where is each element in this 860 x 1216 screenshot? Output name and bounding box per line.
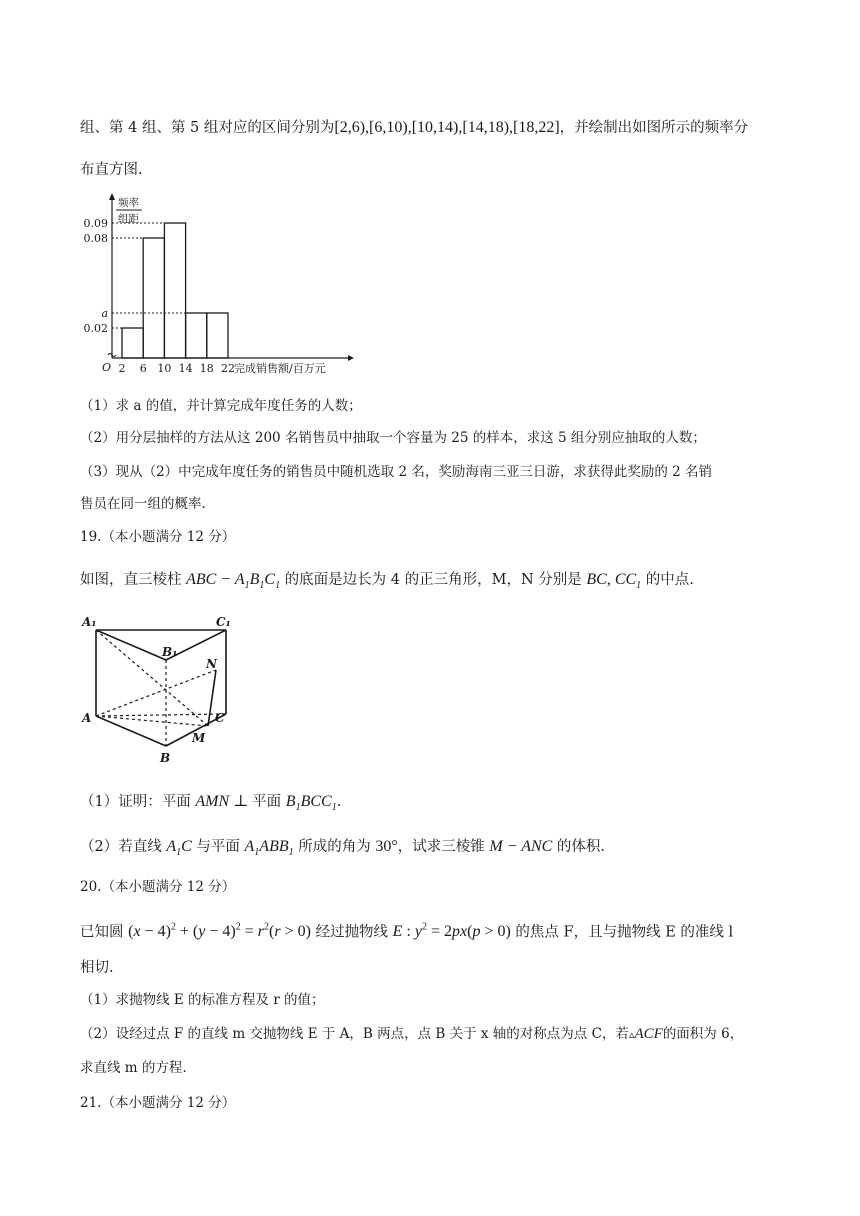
histogram-bar (122, 328, 143, 358)
x-axis-arrow (348, 355, 354, 361)
label-C: C (215, 711, 225, 725)
y-tick-label: 0.08 (83, 232, 108, 245)
q19-stem-a: 如图，直三棱柱 (80, 572, 182, 588)
q19-stem-c: 的中点. (645, 572, 694, 588)
histogram-bar (186, 313, 207, 358)
y-axis-label-bottom: 组距 (118, 213, 139, 225)
q20-stem-line2: 相切. (80, 960, 114, 976)
q20-sub2-b: 的面积为 6， (662, 1026, 744, 1042)
label-M: M (192, 731, 206, 745)
prism-figure (78, 612, 248, 772)
parabola-equation: E : $y^2 = 2px(p > 0)$ (392, 922, 511, 941)
q20-sub1: （1）求抛物线 E 的标准方程及 r 的值； (80, 992, 325, 1008)
q20-stem-a: 已知圆 (80, 924, 124, 941)
q19-sub2-d: ，试求三棱锥 (397, 839, 485, 855)
q19-sub2-e: 的体积. (556, 839, 606, 855)
q19-prism-name: ABC − $A_1B_1C_1$ (186, 571, 281, 592)
q19-sub1-a: （1）证明：平面 (80, 794, 191, 810)
q19-midpoint-segments: BC, $CC_1$ (586, 571, 642, 592)
q19-sub2 (80, 837, 605, 863)
q18-sub1: （1）求 a 的值，并计算完成年度任务的人数； (80, 398, 362, 414)
label-A: A (82, 711, 92, 725)
y-axis-label-top: 频率 (118, 197, 139, 209)
x-tick-label: 10 (157, 362, 172, 375)
q19-sub1: （1）证明：平面 AMN ⊥ 平面 $B_1BCC_1$. (80, 793, 342, 814)
q20-sub2-line1 (80, 1024, 743, 1045)
label-A1: A₁ (82, 615, 97, 629)
q18-intro-text-a: 组、第 4 组、第 5 组对应的区间分别为 (80, 120, 335, 136)
q18-sub2: （2）用分层抽样的方法从这 200 名销售员中抽取一个容量为 25 的样本，求这 5 组分别应抽取的人数； (80, 430, 706, 446)
label-N: N (206, 657, 217, 671)
y-tick-label: 0.09 (83, 217, 108, 230)
triangle-ACF: ▵ACF (628, 1026, 663, 1042)
plane-AMN: AMN ⊥ (195, 793, 253, 810)
q19-stem-b: 的底面是边长为 4 的正三角形，M，N 分别是 (284, 572, 582, 588)
pyramid-M-ANC: M − ANC (489, 838, 553, 855)
y-tick-label: a (101, 307, 108, 320)
q20-header: 20.（本小题满分 12 分） (80, 879, 236, 895)
q18-sub3-line1: （3）现从（2）中完成年度任务的销售员中随机选取 2 名，奖励海南三亚三日游，求获得此奖励的 2 名销 (80, 464, 713, 480)
histogram-bar (143, 238, 164, 358)
x-tick-label: 18 (199, 362, 214, 375)
q19-header: 19.（本小题满分 12 分） (80, 529, 236, 545)
q19-sub2-a: （2）若直线 (80, 839, 162, 855)
q19-sub1-b: 平面 (252, 794, 282, 810)
plane-B1BCC1: $B_1BCC_1$ (285, 793, 337, 814)
q20-stem-c: 的焦点 F，且与抛物线 E 的准线 l (515, 924, 734, 941)
q18-intro-line1 (80, 118, 748, 138)
x-tick-label: 14 (178, 362, 193, 375)
q20-stem-line1 (80, 918, 733, 942)
line-A1C: $A_1C$ (166, 838, 192, 859)
x-tick-label: 22 (221, 362, 235, 375)
label-B1: B₁ (162, 645, 178, 659)
q18-intervals: [2,6),[6,10),[10,14),[14,18),[18,22] (334, 119, 560, 136)
angle-30: 30° (375, 838, 398, 855)
frequency-histogram (78, 190, 368, 380)
q18-intro-text-b: ，并绘制出如图所示的频率分 (559, 120, 749, 136)
histogram-bar (207, 313, 228, 358)
q20-sub2-line2: 求直线 m 的方程. (80, 1060, 187, 1076)
q20-sub2-a: （2）设经过点 F 的直线 m 交抛物线 E 于 A，B 两点，点 B 关于 x 轴的对称点为点 C，若 (80, 1026, 629, 1042)
q19-sub2-b: 与平面 (196, 839, 240, 855)
histogram-bar (164, 223, 185, 358)
x-tick-label: 6 (139, 362, 147, 375)
y-tick-label: 0.02 (83, 322, 108, 335)
label-C1: C₁ (216, 615, 231, 629)
circle-equation: $(x - 4)^2 + (y - 4)^2 = r^2(r > 0)$ (128, 922, 311, 941)
x-axis-label: 完成销售额/百万元 (234, 362, 326, 375)
q20-stem-b: 经过抛物线 (315, 924, 389, 941)
x-tick-label: 2 (118, 362, 126, 375)
q18-intro-line2: 布直方图. (80, 162, 143, 178)
y-axis-arrow (109, 193, 115, 200)
label-B: B (160, 751, 171, 765)
q18-sub3-line2: 售员在同一组的概率. (80, 496, 206, 512)
q19-stem (80, 570, 694, 596)
q19-sub2-c: 所成的角为 (298, 839, 371, 855)
q21-header: 21.（本小题满分 12 分） (80, 1095, 236, 1111)
origin-label: O (102, 361, 112, 374)
plane-A1ABB1: $A_1ABB_1$ (244, 838, 294, 859)
